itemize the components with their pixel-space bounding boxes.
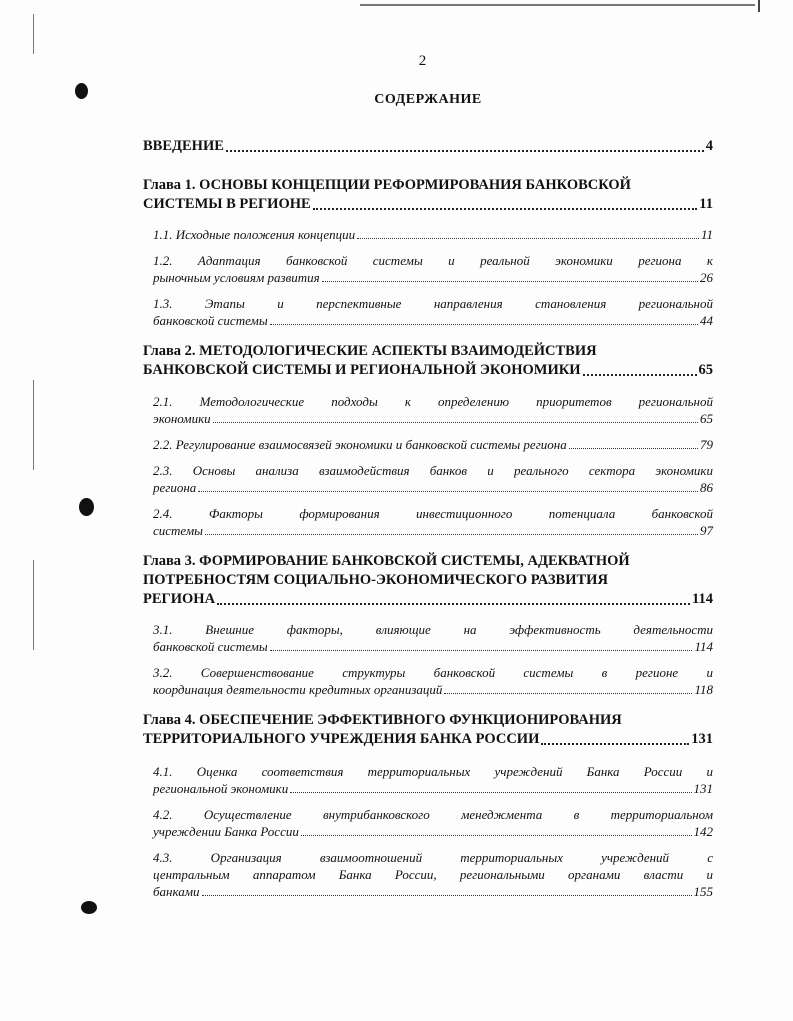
dot-leader — [313, 208, 698, 210]
toc-section-2-1[interactable] — [153, 393, 713, 427]
section-title-end: региона — [153, 480, 197, 495]
dot-leader — [270, 650, 693, 651]
section-title-end: учреждении Банка России — [153, 824, 299, 839]
section-title-end: банковской системы — [153, 639, 268, 654]
page-number: 2 — [418, 53, 427, 69]
chapter-page: 65 — [698, 362, 713, 378]
toc-section-4-1[interactable] — [153, 763, 713, 797]
dot-leader — [322, 281, 698, 282]
toc-chapter-3[interactable] — [143, 552, 713, 609]
chapter-page: 114 — [692, 591, 713, 607]
section-title: 4.1. Оценка соответствия территориальных учреждений Банка России и — [153, 764, 713, 779]
section-title: 2.2. Регулирование взаимосвязей экономики и банковской системы региона — [153, 437, 567, 452]
scan-edge-mark — [758, 0, 760, 12]
section-title-continued: центральным аппаратом Банка России, региональными органами власти и — [153, 867, 713, 882]
dot-leader — [202, 895, 692, 896]
toc-intro[interactable] — [143, 137, 713, 156]
punch-hole-mark — [81, 901, 97, 914]
section-page: 26 — [700, 270, 713, 285]
section-page: 155 — [693, 884, 713, 899]
chapter-title: Глава 1. ОСНОВЫ КОНЦЕПЦИИ РЕФОРМИРОВАНИЯ БАНКОВСКОЙ — [143, 177, 631, 193]
dot-leader — [213, 422, 698, 423]
dot-leader — [569, 448, 698, 449]
toc-section-2-3[interactable] — [153, 462, 713, 496]
section-title: 4.3. Организация взаимоотношений территориальных учреждений с — [153, 850, 713, 865]
chapter-page: 11 — [699, 196, 713, 212]
dot-leader — [301, 835, 692, 836]
toc-chapter-4[interactable] — [143, 711, 713, 749]
scan-margin-line — [33, 380, 34, 470]
chapter-title: Глава 4. ОБЕСПЕЧЕНИЕ ЭФФЕКТИВНОГО ФУНКЦИОНИРОВАНИЯ — [143, 712, 622, 728]
section-title: 4.2. Осуществление внутрибанковского менеджмента в территориальном — [153, 807, 713, 822]
dot-leader — [290, 792, 691, 793]
section-title: 2.1. Методологические подходы к определению приоритетов региональной — [153, 394, 713, 409]
scan-margin-line — [33, 14, 34, 54]
section-title: 3.2. Совершенствование структуры банковской системы в регионе и — [153, 665, 713, 680]
toc-section-1-2[interactable] — [153, 252, 713, 286]
section-page: 131 — [693, 781, 713, 796]
chapter-title: Глава 2. МЕТОДОЛОГИЧЕСКИЕ АСПЕКТЫ ВЗАИМОДЕЙСТВИЯ — [143, 343, 597, 359]
toc-chapter-1[interactable] — [143, 176, 713, 214]
section-page: 118 — [694, 682, 713, 697]
section-page: 65 — [700, 411, 713, 426]
section-page: 142 — [693, 824, 713, 839]
section-title-end: экономики — [153, 411, 211, 426]
section-title: 1.3. Этапы и перспективные направления становления региональной — [153, 296, 713, 311]
toc-section-1-3[interactable] — [153, 295, 713, 329]
dot-leader — [217, 603, 690, 605]
chapter-title-end: РЕГИОНА — [143, 591, 216, 607]
page-title: СОДЕРЖАНИЕ — [374, 92, 482, 107]
dot-leader — [444, 693, 692, 694]
section-title: 1.2. Адаптация банковской системы и реальной экономики региона к — [153, 253, 713, 268]
section-title-end: координация деятельности кредитных организаций — [153, 682, 443, 697]
toc-section-2-4[interactable] — [153, 505, 713, 539]
chapter-page: 131 — [691, 731, 713, 747]
chapter-title-end: БАНКОВСКОЙ СИСТЕМЫ И РЕГИОНАЛЬНОЙ ЭКОНОМИКИ — [143, 362, 581, 378]
section-title: 3.1. Внешние факторы, влияющие на эффективность деятельности — [153, 622, 713, 637]
section-title: 2.4. Факторы формирования инвестиционного потенциала банковской — [153, 506, 713, 521]
chapter-title-end: СИСТЕМЫ В РЕГИОНЕ — [143, 196, 311, 212]
punch-hole-mark — [79, 498, 94, 516]
section-page: 11 — [700, 227, 713, 242]
chapter-title-continued: ПОТРЕБНОСТЯМ СОЦИАЛЬНО-ЭКОНОМИЧЕСКОГО РАЗВИТИЯ — [143, 572, 608, 588]
scan-edge-line — [360, 4, 755, 6]
section-title-end: системы — [153, 523, 203, 538]
toc-intro-page: 4 — [705, 138, 713, 154]
section-page: 114 — [694, 639, 713, 654]
dot-leader — [541, 743, 689, 745]
dot-leader — [198, 491, 698, 492]
toc-section-2-2[interactable] — [153, 436, 713, 453]
toc-section-3-2[interactable] — [153, 664, 713, 698]
section-title-end: банковской системы — [153, 313, 268, 328]
toc-section-1-1[interactable] — [153, 226, 713, 243]
section-title-end: банками — [153, 884, 200, 899]
punch-hole-mark — [75, 83, 88, 99]
chapter-title: Глава 3. ФОРМИРОВАНИЕ БАНКОВСКОЙ СИСТЕМЫ, АДЕКВАТНОЙ — [143, 553, 630, 569]
section-title: 1.1. Исходные положения концепции — [153, 227, 356, 242]
toc-chapter-2[interactable] — [143, 342, 713, 380]
chapter-title-end: ТЕРРИТОРИАЛЬНОГО УЧРЕЖДЕНИЯ БАНКА РОССИИ — [143, 731, 540, 747]
section-title-end: региональной экономики — [153, 781, 289, 796]
dot-leader — [357, 238, 699, 239]
toc-section-3-1[interactable] — [153, 621, 713, 655]
dot-leader — [270, 324, 698, 325]
dot-leader — [226, 150, 704, 152]
dot-leader — [583, 374, 697, 376]
section-page: 44 — [700, 313, 713, 328]
dot-leader — [205, 534, 698, 535]
section-title: 2.3. Основы анализа взаимодействия банков и реального сектора экономики — [153, 463, 713, 478]
table-of-contents — [143, 137, 713, 900]
toc-section-4-3[interactable] — [153, 849, 713, 900]
toc-section-4-2[interactable] — [153, 806, 713, 840]
scan-margin-line — [33, 560, 34, 650]
section-page: 86 — [700, 480, 713, 495]
section-page: 97 — [700, 523, 713, 538]
toc-intro-label: ВВЕДЕНИЕ — [143, 138, 224, 154]
section-page: 79 — [700, 437, 713, 452]
section-title-end: рыночным условиям развития — [153, 270, 320, 285]
